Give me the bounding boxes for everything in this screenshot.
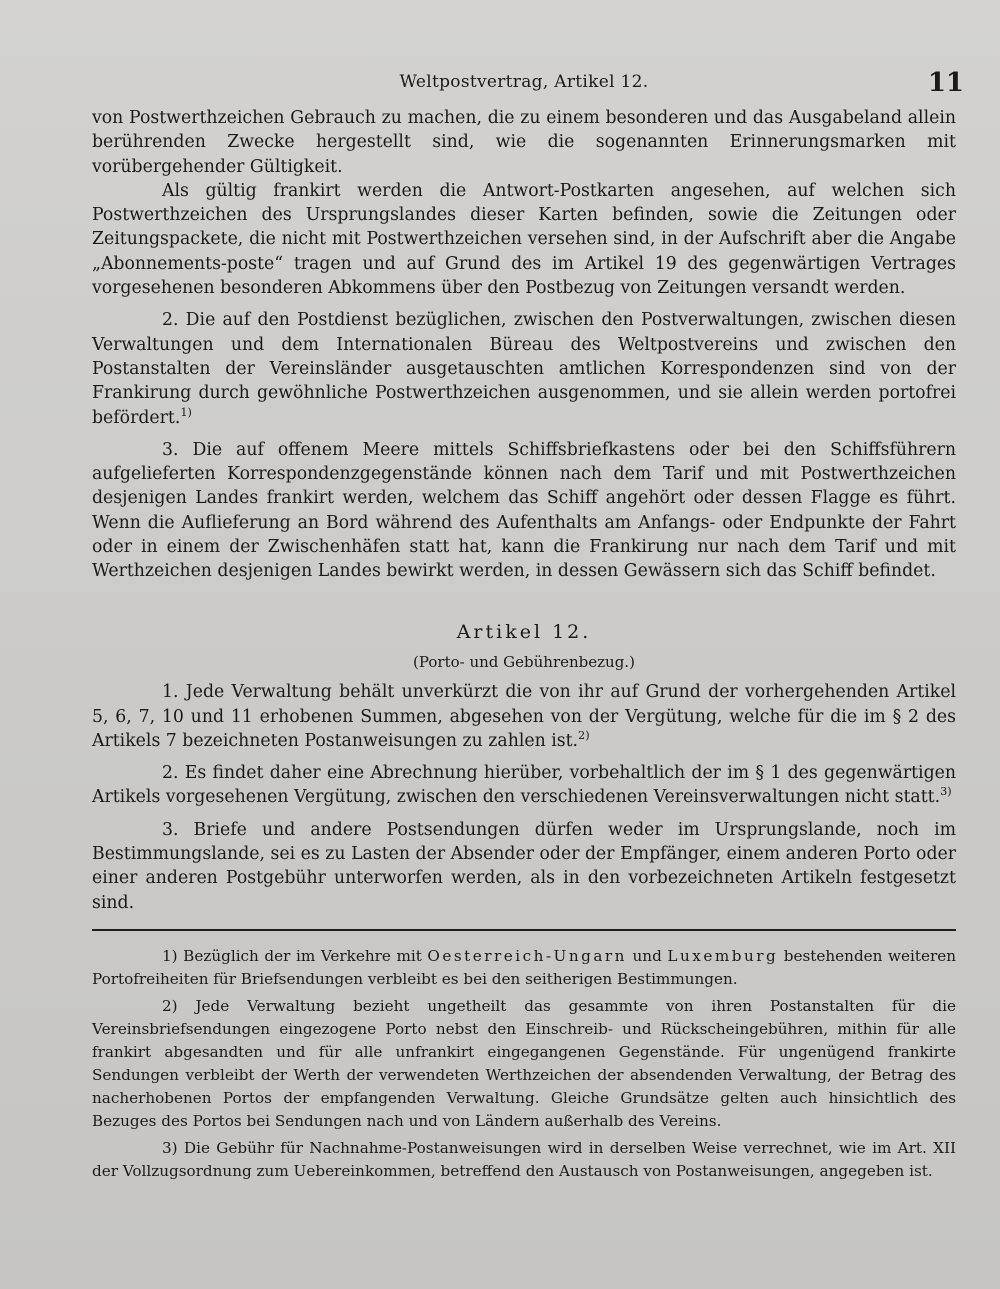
footnote-1 — [92, 945, 956, 991]
footnote-divider — [92, 929, 956, 931]
paragraph-text: 1. Jede Verwaltung behält unverkürzt die von ihr auf Grund der vorhergehenden Artikel 5, 6, 7, 10 und 11 erhobenen Summen, abgesehen von der Vergütung, welche für die im § 2 des Artikels 7 bezeichneten Postanweisungen zu zahlen ist. — [92, 682, 956, 751]
footnote-ref-2: 2) — [578, 729, 590, 743]
running-header — [92, 68, 964, 106]
paragraph-valid-franking — [92, 179, 956, 300]
article-paragraph-1 — [92, 680, 956, 753]
paragraph-text: Als gültig frankirt werden die Antwort-Postkarten angesehen, auf welchen sich Postwerthzeichen des Ursprungslandes dieser Karten befinden, sowie die Zeitungen oder Zeitungspackete, die nicht mit Postwerthzeichen versehen sind, in der Aufschrift aber die Angabe „ — [92, 180, 956, 274]
article-heading: Artikel 12. — [456, 620, 592, 643]
article-paragraph-3: 3. Briefe und andere Postsendungen dürfen weder im Ursprungslande, noch im Bestimmungslande, sei es zu Lasten der Absender oder der Empfänger, einem anderen Porto oder einer anderen Postgebühr unterworfen werden, als in den vorbezeichneten Artikeln festgesetzt sind. — [92, 819, 956, 913]
running-title: Weltpostvertrag, Artikel 12. — [399, 72, 649, 92]
footnote-text: und — [626, 946, 668, 965]
article-subheading: (Porto- und Gebührenbezug.) — [413, 652, 635, 671]
footnote-ref-3: 3) — [940, 785, 952, 799]
paragraph-section-3: 3. Die auf offenem Meere mittels Schiffsbriefkastens oder bei den Schiffsführern aufgelieferten Korrespondenzgegenstände können nach dem Tarif und mit Postwerthzeichen desjenigen Landes frankirt werden, welchem das Schiff angehört oder dessen Flagge es führt. Wenn die Auflieferung an Bord während des Aufenthalts am Anfangs- oder Endpunkte der Fahrt oder in einem der Zwischenhäfen statt hat, kann die Frankirung nur nach dem Tarif und mit Werthzeichen desjenigen Landes bewirkt werden, in dessen Gewässern sich das Schiff befindet. — [92, 439, 956, 582]
paragraph-continuation: von Postwerthzeichen Gebrauch zu machen, die zu einem besonderen und das Ausgabeland allein berührenden Zwecke hergestellt sind, wie die sogenannten Erinnerungsmarken mit vorübergehender Gültigkeit. — [92, 108, 956, 177]
paragraph-text: 2. Es findet daher eine Abrechnung hierüber, vorbehaltlich der im § 1 des gegenwärtigen Artikels vorgesehenen Vergütung, zwischen den verschiedenen Vereinsverwaltungen nicht statt. — [92, 763, 956, 808]
footnotes — [92, 945, 956, 1183]
paragraph-text: 2. Die auf den Postdienst bezüglichen, zwischen den Postverwaltungen, zwischen diesen Verwaltungen und dem Internationalen Büreau des Weltpostvereins und zwischen den Postanstalten der Vereinsländer ausgetauschten amtlichen Korrespondenzen sind von der Frankirung durch gewöhnliche Postwerthzeichen ausgenommen, und sie allein werden portofrei befördert. — [92, 310, 956, 428]
article-paragraph-2 — [92, 761, 956, 810]
footnote-text: bestehenden weiteren Portofreiheiten für Briefsendungen verbleibt es bei den seitherigen Bestimmungen. — [92, 946, 956, 988]
page-number: 11 — [927, 68, 964, 98]
paragraph-section-2 — [92, 308, 956, 429]
paragraph-text: “ tragen und auf Grund des im Artikel 19 des gegenwärtigen Vertrages vorgesehenen besonderen Abkommens über den Postbezug von Zeitungen versandt werden. — [92, 253, 956, 299]
footnote-ref-1: 1) — [180, 405, 192, 419]
footnote-2: 2) Jede Verwaltung bezieht ungetheilt das gesammte von ihren Postanstalten für die Vereinsbriefsendungen eingezogene Porto nebst den Einschreib- und Rückscheingebühren, mithin für alle frankirt abgesandten und für alle unfrankirt eingegangenen Gegenstände. Für ungenügend frankirte Sendungen verbleibt der Werth der verwendeten Werthzeichen der absendenden Verwaltung, der Betrag des nacherhobenen Portos der empfangenden Verwaltung. Gleiche Grundsätze gelten auch hinsichtlich des Bezuges des Portos bei Sendungen nach und von Ländern außerhalb des Vereins. — [92, 996, 956, 1130]
footnote-text: 1) Bezüglich der im Verkehre mit — [162, 946, 428, 965]
quoted-term: Abonnements-poste — [100, 253, 275, 274]
footnote-country-austria: Oesterreich-Ungarn — [427, 946, 627, 965]
footnote-country-luxembourg: Luxemburg — [667, 946, 779, 965]
footnote-3: 3) Die Gebühr für Nachnahme-Postanweisungen wird in derselben Weise verrechnet, wie im Art. XII der Vollzugsordnung zum Uebereinkommen, betreffend den Austausch von Postanweisungen, angegeben ist. — [92, 1138, 956, 1180]
main-text — [92, 106, 956, 915]
